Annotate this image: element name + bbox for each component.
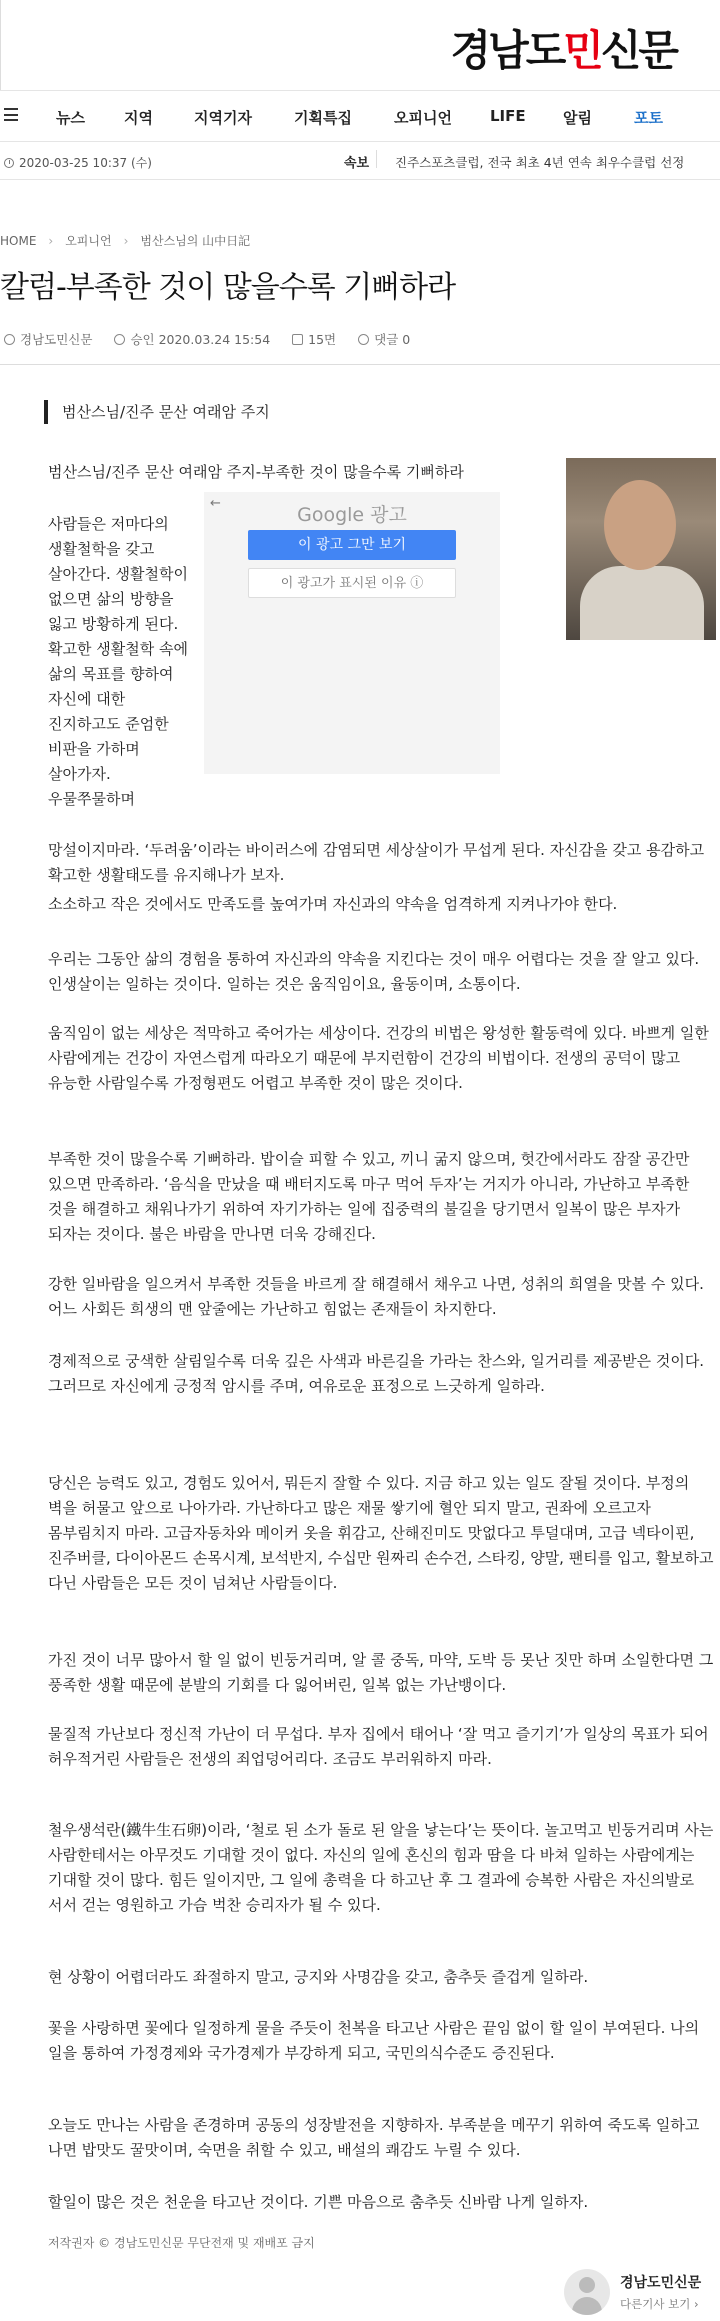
current-datetime [4, 154, 152, 171]
author: 경남도민신문 [4, 330, 92, 348]
article-paragraph: 부족한 것이 많을수록 기뻐하라. 밥이슬 피할 수 있고, 끼니 굶지 않으며, 헛간에서라도 잠잘 공간만 있으면 만족하라. ‘음식을 만났을 때 배터지도록 마구 먹어 두자’는 거지가 아니라, 가난하고 부족한 것을 해결하고 채워나가기 위하여 자기가하는 일에 집중력의 불길을 당기면서 일복이 많은 부자가 되자는 것이다. 불은 바람을 만나면 더욱 강해진다. [48, 1150, 690, 1243]
article-paragraph: 가진 것이 너무 많아서 할 일 없이 빈둥거리며, 알 콜 중독, 마약, 도박 등 못난 짓만 하며 소일한다면 그 풍족한 생활 때문에 분발의 기회를 다 잃어버린, 일복 없는 가난뱅이다. [48, 1651, 714, 1694]
main-nav [0, 90, 720, 142]
breadcrumb-opinion[interactable]: 오피니언 [65, 234, 112, 248]
info-bar [0, 142, 720, 180]
article-paragraph: 할일이 많은 것은 천운을 타고난 것이다. 기쁜 마음으로 춤추듯 신바람 나게 일하자. [48, 2193, 589, 2211]
breadcrumb-home[interactable]: HOME [0, 233, 37, 248]
ad-title: Google 광고 [297, 504, 407, 526]
divider [0, 364, 720, 365]
article-paragraph: 강한 일바람을 일으켜서 부족한 것들을 바르게 잘 해결해서 채우고 나면, 성취의 희열을 맛볼 수 있다. 어느 사회든 희생의 맨 앞줄에는 가난하고 힘없는 존재들이 차지한다. [48, 1275, 704, 1318]
nav-item-life[interactable]: LIFE [490, 107, 526, 125]
copyright: 저작권자 © 경남도민신문 무단전재 및 재배포 금지 [48, 2236, 315, 2250]
clock-icon [4, 158, 14, 168]
article-paragraph: 소소하고 작은 것에서도 만족도를 높여가며 자신과의 약속을 엄격하게 지켜나가야 한다. [48, 895, 618, 913]
breaking-news-link[interactable]: 진주스포츠클럽, 전국 최초 4년 연속 최우수클럽 선정 [395, 155, 685, 170]
back-arrow-icon[interactable]: ← [210, 496, 221, 511]
article-paragraph: 철우생석란(鐵牛生石卵)이라, ‘철로 된 소가 돌로 된 알을 낳는다’는 뜻이다. 놀고먹고 빈둥거리며 사는 사람한테서는 아무것도 기대할 것이 없다. 자신의 일에 혼신의 힘과 땀을 다 바쳐 일하는 사람에게는 기대할 것이 많다. 힘든 일이지만, 그 일에 총력을 다 하고난 후 그 결과에 승복한 사람은 자신의발로 서서 걷는 영원하고 가슴 벅찬 승리자가 될 수 있다. [48, 1821, 714, 1914]
nav-item-photo[interactable]: 포토 [634, 109, 663, 127]
article-meta [4, 330, 410, 348]
clock-icon [114, 334, 125, 345]
why-ad-button[interactable]: 이 광고가 표시된 이유 ⓘ [248, 568, 456, 598]
masthead [0, 0, 720, 90]
breaking-label: 속보 [344, 156, 370, 171]
publisher-name: 경남도민신문 [620, 2275, 702, 2291]
article-paragraph: 망설이지마라. ‘두려움’이라는 바이러스에 감염되면 세상살이가 무섭게 된다. 자신감을 갖고 용감하고 확고한 생활태도를 유지해나가 보자. [48, 841, 705, 884]
user-icon [4, 334, 15, 345]
divider [376, 150, 377, 168]
comment-icon [358, 334, 369, 345]
article-paragraph: 현 상황이 어렵더라도 좌절하지 말고, 긍지와 사명감을 갖고, 춤추듯 즐겁게 일하라. [48, 1968, 589, 1986]
nav-item-region[interactable]: 지역 [124, 109, 153, 127]
article-paragraph: 물질적 가난보다 정신적 가난이 더 무섭다. 부자 집에서 태어나 ‘잘 먹고 즐기기’가 일상의 목표가 되어 허우적거린 사람들은 전생의 죄업덩어리다. 조금도 부러워하지 마라. [48, 1725, 709, 1768]
google-ad [204, 492, 500, 774]
nav-item-region-reporter[interactable]: 지역기자 [194, 109, 252, 127]
menu-icon[interactable] [4, 108, 18, 121]
article-paragraph: 사람들은 저마다의 생활철학을 갖고 살아간다. 생활철학이 없으면 삶의 방향을 잃고 방황하게 된다. 확고한 생활철학 속에 삶의 목표를 향하여 자신에 대한 진지하고도 준엄한 비판을 가하며 살아가자. 우물쭈물하며 [48, 515, 188, 808]
article-subhead: 범산스님/진주 문산 여래암 주지 [44, 400, 270, 424]
nav-item-notice[interactable]: 알림 [563, 109, 592, 127]
publisher-card [564, 2269, 701, 2315]
chevron-right-icon: › [48, 233, 54, 248]
site-logo[interactable]: 경남도민신문 [450, 26, 676, 75]
avatar [564, 2269, 610, 2315]
article-paragraph: 움직임이 없는 세상은 적막하고 죽어가는 세상이다. 건강의 비법은 왕성한 활동력에 있다. 바쁘게 일한 사람에게는 건강이 자연스럽게 따라오기 때문에 부지런함이 건강의 비법이다. 전생의 공덕이 많고 유능한 사람일수록 가정형편도 어렵고 부족한 것이 많은 것이다. [48, 1024, 709, 1092]
article-lead: 범산스님/진주 문산 여래암 주지-부족한 것이 많을수록 기뻐하라 [48, 463, 464, 481]
nav-item-opinion[interactable]: 오피니언 [394, 109, 452, 127]
author-photo [566, 458, 716, 640]
breadcrumb-section[interactable]: 범산스님의 山中日記 [140, 234, 251, 248]
article-paragraph: 경제적으로 궁색한 살림일수록 더욱 깊은 사색과 바른길을 가라는 찬스와, 일거리를 제공받은 것이다. 그러므로 자신에게 긍정적 암시를 주며, 여유로운 표정으로 느긋하게 일하라. [48, 1352, 705, 1395]
article-paragraph: 오늘도 만나는 사람을 존경하며 공동의 성장발전을 지향하자. 부족분을 메꾸기 위하여 죽도록 일하고 나면 밥맛도 꿀맛이며, 숙면을 취할 수 있고, 배설의 쾌감도 누릴 수 있다. [48, 2116, 700, 2159]
chevron-right-icon: › [123, 233, 129, 248]
breadcrumb [0, 232, 250, 249]
article-paragraph: 꽃을 사랑하면 꽃에다 일정하게 물을 주듯이 천복을 타고난 사람은 끝임 없이 할 일이 부여된다. 나의 일을 통하여 가정경제와 국가경제가 부강하게 되고, 국민의식수준도 증진된다. [48, 2019, 700, 2062]
stop-ad-button[interactable]: 이 광고 그만 보기 [248, 530, 456, 560]
comment-count[interactable]: 댓글 0 [358, 330, 410, 348]
nav-item-features[interactable]: 기획특집 [294, 109, 352, 127]
page-number: 15면 [292, 330, 336, 348]
newspaper-icon [292, 334, 303, 345]
article-title: 칼럼-부족한 것이 많을수록 기뻐하라 [0, 270, 456, 305]
nav-item-news[interactable]: 뉴스 [56, 109, 85, 127]
more-articles-link[interactable]: 다른기사 보기 › [620, 2297, 699, 2311]
article-paragraph: 우리는 그동안 삶의 경험을 통하여 자신과의 약속을 지킨다는 것이 매우 어렵다는 것을 잘 알고 있다. 인생살이는 일하는 것이다. 일하는 것은 움직임이요, 율동이며, 소통이다. [48, 950, 700, 993]
article-paragraph: 당신은 능력도 있고, 경험도 있어서, 뭐든지 잘할 수 있다. 지금 하고 있는 일도 잘될 것이다. 부정의 벽을 허물고 앞으로 나아가라. 가난하다고 많은 재물 쌓기에 혈안 되지 말고, 권좌에 오르고자 몸부림치지 마라. 고급자동차와 메이커 옷을 휘감고, 산해진미도 맛없다고 투덜대며, 고급 넥타이핀, 진주버클, 다이아몬드 손목시계, 보석반지, 수십만 원짜리 손수건, 스타킹, 양말, 팬티를 입고, 활보하고 다닌 사람들은 모든 것이 넘쳐난 사람들이다. [48, 1474, 714, 1592]
datetime-text: 2020-03-25 10:37 (수) [19, 156, 152, 170]
approved-time: 승인 2020.03.24 15:54 [114, 330, 270, 348]
